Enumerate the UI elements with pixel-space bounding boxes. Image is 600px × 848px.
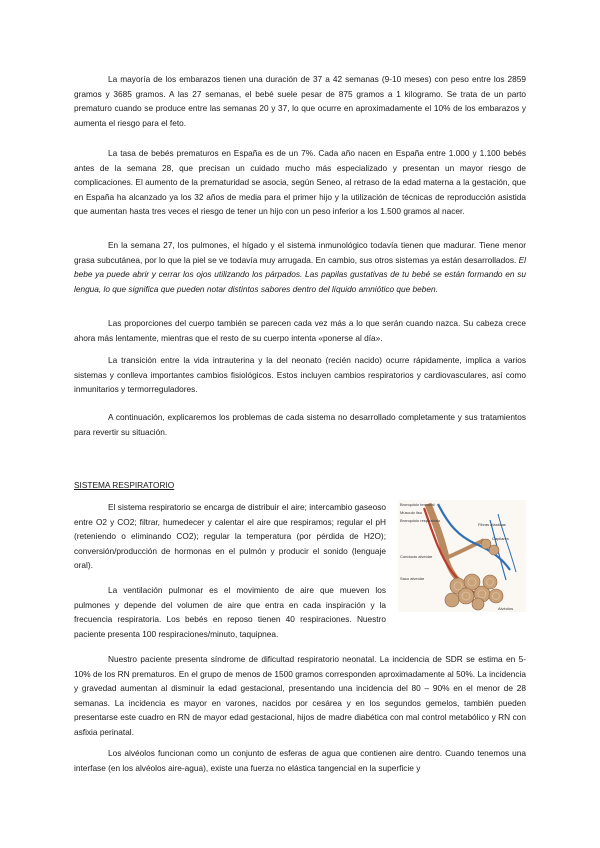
figure-label-respiratory-bronchiole: Bronquiolo respiratorio — [400, 518, 441, 523]
figure-label-alveolar-duct: Conducto alveolar — [400, 554, 433, 559]
paragraph-week-27-text: En la semana 27, los pulmones, el hígado y el sistema inmunológico todavía tienen que madurar. Tiene menor grasa subcutánea, por lo que la piel se ve todavía muy arrugada. En cambio, sus otros sistemas ya están desarrollados. — [74, 240, 526, 265]
paragraph-premature-rate: La tasa de bebés prematuros en España es de un 7%. Cada año nacen en España entre 1.000 y 1.100 bebés antes de la semana 28, que precisan un cuidado mucho más especializado y presentan un mayor riesgo de complicaciones. El aumento de la prematuridad se asocia, según Seneo, al retraso de la edad materna a la gestación, que en España ha alcanzado ya los 32 años de media para el primer hijo y la utilización de técnicas de reproducción asistida que aumentan hasta tres veces el riesgo de tener un hijo con un peso inferior a los 1.500 gramos al nacer. — [74, 148, 526, 217]
figure-label-alveoli: Alvéolos — [498, 606, 514, 611]
figure-label-alveolar-sac: Saco alveolar — [400, 576, 425, 581]
paragraph-transition: La transición entre la vida intrauterina y la del neonato (recién nacido) ocurre rápidamente, implica a varios sistemas y conlleva importantes cambios fisiológicos. Estos incluyen cambios respiratorios y cardiovasculares, así como inmunitarios y termorreguladores. — [74, 355, 526, 395]
figure-label-capillaries: Capilares — [492, 536, 509, 541]
paragraph-respiratory-functions: El sistema respiratorio se encarga de distribuir el aire; intercambio gaseoso entre O2 y CO2; filtrar, humedecer y calentar el aire que respiramos; regular el pH (reteniendo o eliminando CO2); regular la temperatura (por pérdida de H2O); conversión/producción de hormonas en el pulmón y producir el sonido (lenguaje oral). — [74, 502, 386, 571]
paragraph-body-proportions: Las proporciones del cuerpo también se parecen cada vez más a lo que serán cuando nazca. Su cabeza crece ahora más lentamente, mientras que el resto de su cuerpo intenta «ponerse al día». — [74, 318, 526, 343]
figure-label-terminal-bronchiole: Bronquiolo terminal — [400, 502, 435, 507]
paragraph-pulmonary-ventilation: La ventilación pulmonar es el movimiento de aire que mueven los pulmones y depende del volumen de aire que entra en cada inspiración y la frecuencia respiratoria. Los bebés en reposo tienen 40 respiraciones. Nuestro paciente presenta 100 respiraciones/minuto, taquipnea. — [74, 585, 386, 639]
paragraph-respiratory-distress: Nuestro paciente presenta síndrome de dificultad respiratorio neonatal. La incidencia de SDR se estima en 5-10% de los RN prematuros. En el grupo de menos de 1500 gramos corresponden aproximadamente al 50%. La incidencia y gravedad aumentan al disminuir la edad gestacional, presentando una incidencia del 80 – 90% en el menor de 28 semanas. La incidencia es mayor en varones, nacidos por cesárea y en los segundos gemelos, también pueden presentarse este cuadro en RN de mayor edad gestacional, hijos de madre diabética con mal control metabólico y RN con asfixia perinatal. — [74, 654, 526, 737]
figure-label-elastic-fibers: Fibras elásticas — [478, 522, 506, 527]
paragraph-week-27 — [74, 238, 526, 296]
paragraph-week-27-italic: El bebe ya puede abrir y cerrar los ojos utilizando los párpados. Las papilas gustativas de tu bebé se están formando en su lengua, lo que significa que pueden notar distintos sabores dentro del líquido amniótico que beben. — [74, 254, 527, 294]
figure-label-smooth-muscle: Músculo liso — [400, 510, 423, 515]
alveoli-svg — [398, 500, 526, 612]
paragraph-next-section: A continuación, explicaremos los problemas de cada sistema no desarrollado completamente y sus tratamientos para revertir su situación. — [74, 412, 526, 437]
alveoli-illustration — [398, 500, 526, 612]
paragraph-alveoli: Los alvéolos funcionan como un conjunto de esferas de agua que contienen aire dentro. Cuando tenemos una interfase (en los alvéolos aire-agua), existe una fuerza no elástica tangencial en la superficie y — [74, 748, 526, 773]
section-heading-respiratory: SISTEMA RESPIRATORIO — [74, 480, 175, 490]
paragraph-pregnancy-duration: La mayoría de los embarazos tienen una duración de 37 a 42 semanas (9-10 meses) con peso entre los 2859 gramos y 3685 gramos. A las 27 semanas, el bebé suele pesar de 875 gramos a 1 kilogramo. Se trata de un parto prematuro cuando se produce entre las semanas 20 y 37, lo que ocurre en aproximadamente el 10% de los embarazos y aumenta el riesgo para el feto. — [74, 74, 526, 128]
